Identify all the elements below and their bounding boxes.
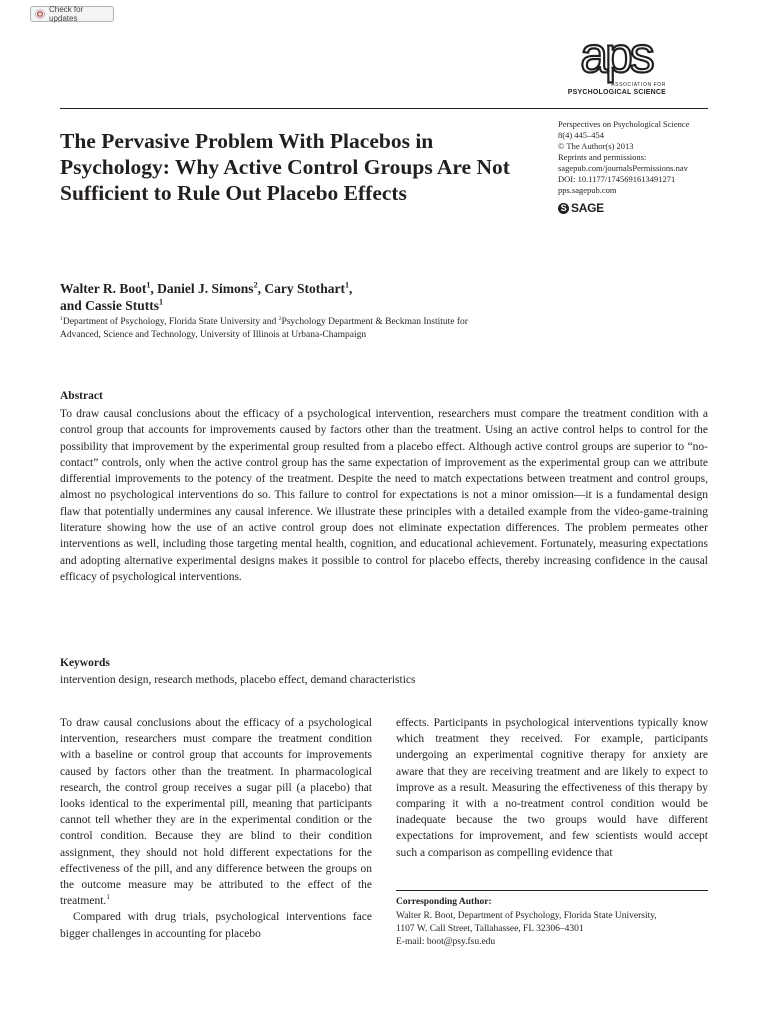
author-affiliation-marker: 1 — [159, 297, 164, 307]
sage-logo — [558, 201, 604, 215]
author-separator: , — [150, 281, 158, 296]
journal-info — [558, 119, 718, 196]
affiliations — [60, 316, 500, 342]
reprints-label: Reprints and permissions: — [558, 152, 647, 162]
volume-pages: 8(4) 445–454 — [558, 130, 605, 140]
author-name: and Cassie Stutts — [60, 298, 160, 313]
body-paragraph — [60, 715, 372, 909]
body-paragraph-text: To draw causal conclusions about the efficacy of a psychological intervention, researchers must compare the treatment condition with a baseline or control group that accounts for improvements caused by factors other than the treatment. In pharmacological research, the control group receives a sugar pill (a placebo) that looks identical to the experimental pill, meaning that participants cannot tell whether they are in the experimental condition or the control condition. Because they are blind to their condition assignment, they should not hold different expectations for the effectiveness of the pill, and any difference between the groups on the outcome measure may be attributed to the effect of the treatment. — [60, 717, 372, 908]
body-paragraph: effects. Participants in psychological interventions typically know which treatment they received. For example, participants undergoing an experimental cognitive therapy for anxiety are aware that they are receiving treatment and are likely to expect to improve as a result. Measuring the effectiveness of this therapy by comparing it with a no-treatment control condition would be inadequate because the two groups would have different expectations for improvement, and few scientists would accept such a comparison as compelling evidence that — [396, 717, 708, 859]
body-column-right — [396, 715, 708, 861]
check-for-updates-label: Check for updates — [49, 5, 84, 23]
corresponding-author-email[interactable]: E-mail: boot@psy.fsu.edu — [396, 936, 496, 947]
keywords-heading: Keywords — [60, 657, 110, 669]
footnote-marker[interactable]: 1 — [106, 894, 110, 902]
author-name: Walter R. Boot — [60, 281, 147, 296]
article-title: The Pervasive Problem With Placebos in Psychology: Why Active Control Groups Are Not Sufficient to Rule Out Placebo Effects — [60, 129, 510, 205]
abstract-text: To draw causal conclusions about the efficacy of a psychological intervention, researchers must compare the treatment condition with a control group that accounts for improvements caused by factors other than the treatment. Using an active control helps to control for the possibility that improvement by the experimental group resulted from a placebo effect. Although active control groups are superior to “no-contact” controls, only when the active control group has the same expectation of improvement as the experimental group can we attribute differential improvements to the potency of the treatment. Despite the need to match expectations between treatment and control groups, almost no psychological interventions do so. This failure to control for expectations is not a minor omission—it is a fundamental design flaw that potentially undermines any causal inference. We illustrate these principles with a detailed example from the video-game-training literature showing how the use of an active control group does not eliminate expectation differences. The problem permeates other interventions as well, including those targeting mental health, cognition, and educational achievement. Fortunately, measuring expectations and adopting alternative experimental designs makes it possible to control for placebo effects, thereby increasing confidence in the causal efficacy of psychological interventions. — [60, 408, 708, 583]
corresponding-author-heading: Corresponding Author: — [396, 897, 492, 907]
author-affiliation-marker: 1 — [146, 280, 151, 290]
logo-line-psychological-science: PSYCHOLOGICAL SCIENCE — [567, 89, 666, 96]
check-for-updates-button[interactable] — [30, 6, 114, 22]
author-separator: , — [257, 281, 265, 296]
author-name: Cary Stothart — [264, 281, 345, 296]
affiliation-marker: 1 — [60, 315, 63, 322]
svg-text:aps: aps — [580, 34, 652, 83]
author-affiliation-marker: 1 — [345, 280, 350, 290]
body-column-left — [60, 715, 372, 942]
author-list — [60, 280, 480, 314]
doi[interactable]: DOI: 10.1177/1745691613491271 — [558, 174, 676, 184]
header-rule — [60, 108, 708, 109]
corresponding-author-address: Walter R. Boot, Department of Psychology, Florida State University, — [396, 911, 657, 921]
correspondence-rule — [396, 890, 708, 891]
permissions-link[interactable]: sagepub.com/journalsPermissions.nav — [558, 163, 688, 173]
corresponding-author-street: 1107 W. Call Street, Tallahassee, FL 32306–4301 — [396, 923, 584, 934]
journal-url[interactable]: pps.sagepub.com — [558, 185, 617, 195]
body-paragraph: Compared with drug trials, psychological interventions face bigger challenges in accounting for placebo — [60, 911, 372, 940]
refresh-icon — [35, 9, 45, 19]
affiliation-marker: 2 — [278, 315, 282, 322]
affiliation-text: Psychology Department & Beckman Institute for Advanced, Science and Technology, University of Illinois at Urbana-Champaign — [60, 317, 468, 340]
affiliation-text: Department of Psychology, Florida State University and — [62, 317, 279, 327]
keywords-text: intervention design, research methods, placebo effect, demand characteristics — [60, 674, 416, 686]
author-separator: , — [349, 281, 353, 296]
author-affiliation-marker: 2 — [253, 280, 258, 290]
author-name: Daniel J. Simons — [157, 281, 254, 296]
copyright: © The Author(s) 2013 — [558, 141, 634, 151]
journal-name: Perspectives on Psychological Science — [558, 119, 690, 129]
logo-line-association: ASSOCIATION FOR — [611, 82, 666, 88]
sage-logo-text: SAGE — [571, 201, 604, 215]
sage-logo-circle: S — [558, 203, 569, 214]
corresponding-author-details — [396, 910, 708, 948]
abstract-heading: Abstract — [60, 390, 103, 402]
